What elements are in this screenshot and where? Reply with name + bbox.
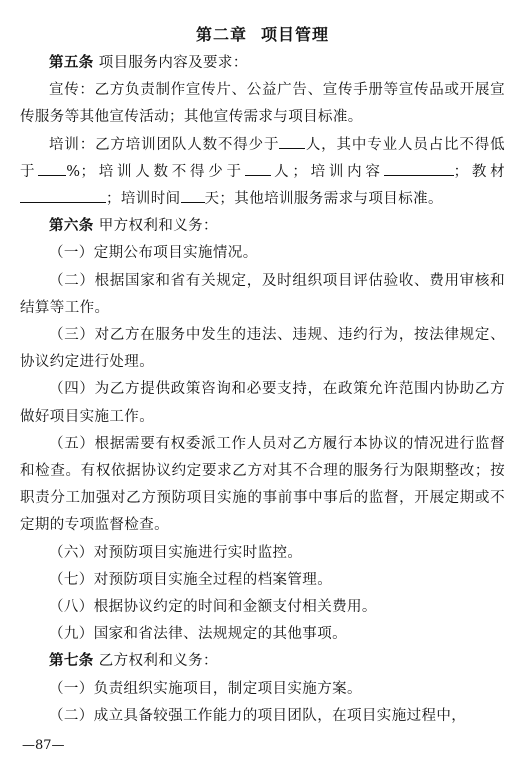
blank-trainee-count [245, 161, 271, 176]
list-item: （三）对乙方在服务中发生的违法、违规、违约行为，按法律规定、协议约定进行处理。 [20, 327, 505, 371]
list-item: （七）对预防项目实施全过程的档案管理。 [49, 571, 333, 588]
article-5-heading [20, 50, 505, 77]
list-item: （六）对预防项目实施进行实时监控。 [49, 544, 303, 561]
blank-team-size [279, 134, 305, 149]
article-heading-text: 项目服务内容及要求： [98, 55, 248, 71]
list-item: （二）成立具备较强工作能力的项目团队，在项目实施过程中， [49, 707, 467, 724]
chapter-name: 项目管理 [261, 25, 330, 44]
article-7-heading [20, 648, 505, 675]
page-number: —87— [22, 738, 65, 753]
article-number: 第六条 [49, 218, 94, 235]
list-item: （九）国家和省法律、法规规定的其他事项。 [49, 626, 347, 643]
list-item: （一）负责组织实施项目，制定项目实施方案。 [49, 680, 362, 697]
document-page [20, 22, 505, 730]
list-item: （一）定期公布项目实施情况。 [49, 245, 258, 262]
list-item: （八）根据协议约定的时间和金额支付相关费用。 [49, 599, 377, 616]
blank-training-content [384, 161, 454, 176]
article-number: 第七条 [49, 653, 94, 670]
list-item: （二）根据国家和省有关规定，及时组织项目评估验收、费用审核和结算等工作。 [20, 272, 505, 316]
chapter-number: 第二章 [195, 25, 247, 44]
article-5-training: 培训：乙方培训团队人数不得少于 人，其中专业人员占比不得低于 %；培训人数不得少于 人；培训内容 ；教材；培训时间 天；其他培训服务需求与项目标准。 [20, 132, 505, 214]
blank-materials [20, 188, 106, 203]
article-6-heading [20, 213, 505, 240]
article-heading-text: 乙方权利和义务： [98, 653, 218, 670]
list-item: （五）根据需要有权委派工作人员对乙方履行本协议的情况进行监督和检查。有权依据协议约定要求乙方对其不合理的服务行为限期整改；按职责分工加强对乙方预防项目实施的事前事中事后的监督，开展定期或不定期的专项监督检查。 [20, 435, 505, 534]
blank-training-days [181, 188, 205, 203]
article-number: 第五条 [49, 55, 94, 71]
article-heading-text: 甲方权利和义务： [98, 218, 218, 235]
list-item: （四）为乙方提供政策咨询和必要支持，在政策允许范围内协助乙方做好项目实施工作。 [20, 381, 505, 425]
blank-professional-ratio [38, 161, 66, 176]
article-5-publicity: 宣传：乙方负责制作宣传片、公益广告、宣传手册等宣传品或开展宣传服务等其他宣传活动；其他宣传需求与项目标准。 [20, 82, 505, 126]
chapter-title [20, 22, 505, 48]
